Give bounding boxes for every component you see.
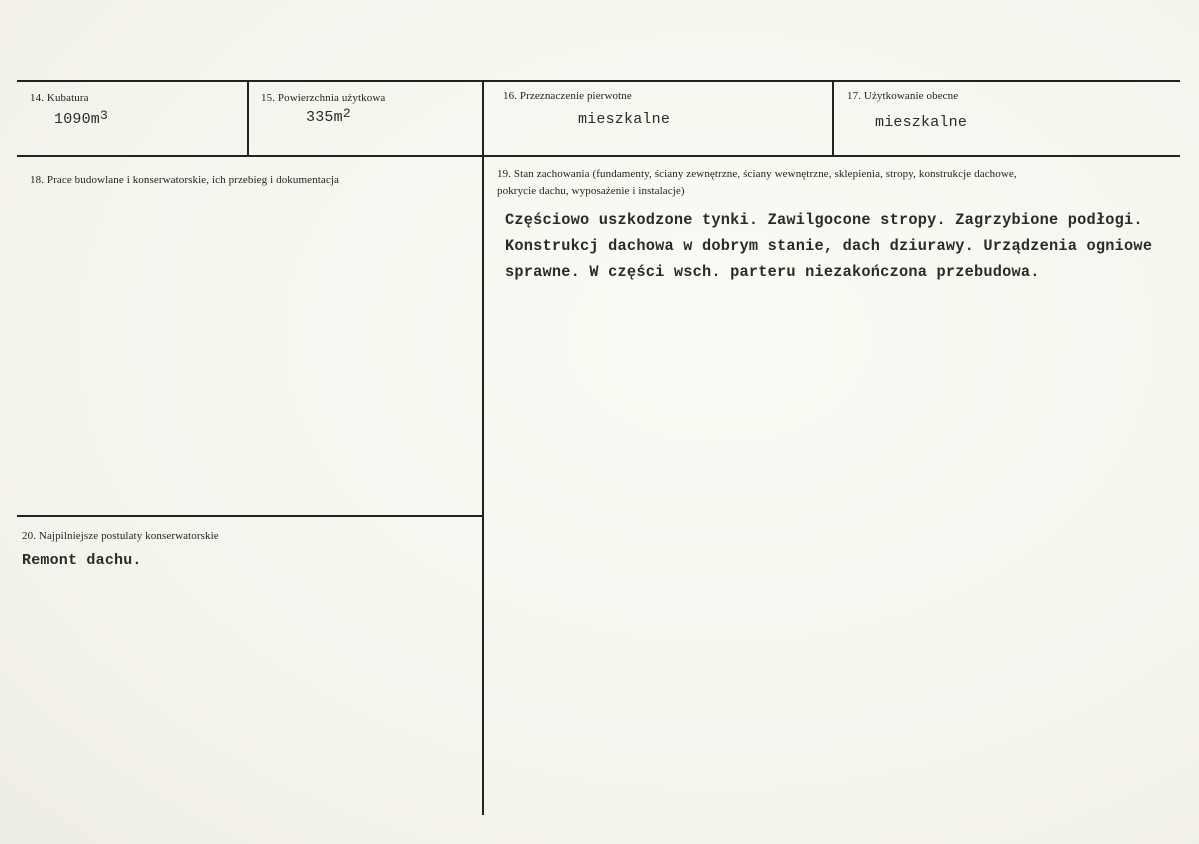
top-rule [17,80,1180,82]
field-14-exponent: 3 [100,108,109,123]
field-19-label: 19. Stan zachowania (fundamenty, ściany zewnętrzne, ściany wewnętrzne, sklepienia, stropy, konstrukcje dachowe, pokrycie dachu, wyposażenie i instalacje) [497,168,1017,197]
field-16-value: mieszkalne [578,111,671,128]
field-17-value: mieszkalne [875,114,968,131]
header-bottom-rule [17,155,1180,157]
field-19-value: Częściowo uszkodzone tynki. Zawilgocone stropy. Zagrzybione podłogi. Konstrukcj dachowa w dobrym stanie, dach dziurawy. Urządzenia ogniowe sprawne. W części wsch. parteru niezakończona przebudowa. [505,211,1153,281]
field-16-label: 16. Przeznaczenie pierwotne [503,90,632,102]
field-20-value: Remont dachu. [22,552,142,569]
divider-16-17 [832,80,834,157]
left-middle-rule [17,515,483,517]
field-14-label: 14. Kubatura [30,92,89,104]
field-14-value [54,108,109,128]
field-15-number: 335m [306,109,343,126]
field-15-exponent: 2 [342,106,351,121]
divider-15-16 [482,80,484,815]
field-14-number: 1090m [54,111,101,128]
field-15-label: 15. Powierzchnia użytkowa [261,92,386,104]
field-20-label: 20. Najpilniejsze postulaty konserwatorskie [22,530,219,542]
field-17-label: 17. Użytkowanie obecne [847,90,959,102]
field-18-label: 18. Prace budowlane i konserwatorskie, ich przebieg i dokumentacja [30,174,339,186]
divider-14-15 [247,80,249,157]
field-15-value [306,106,351,126]
